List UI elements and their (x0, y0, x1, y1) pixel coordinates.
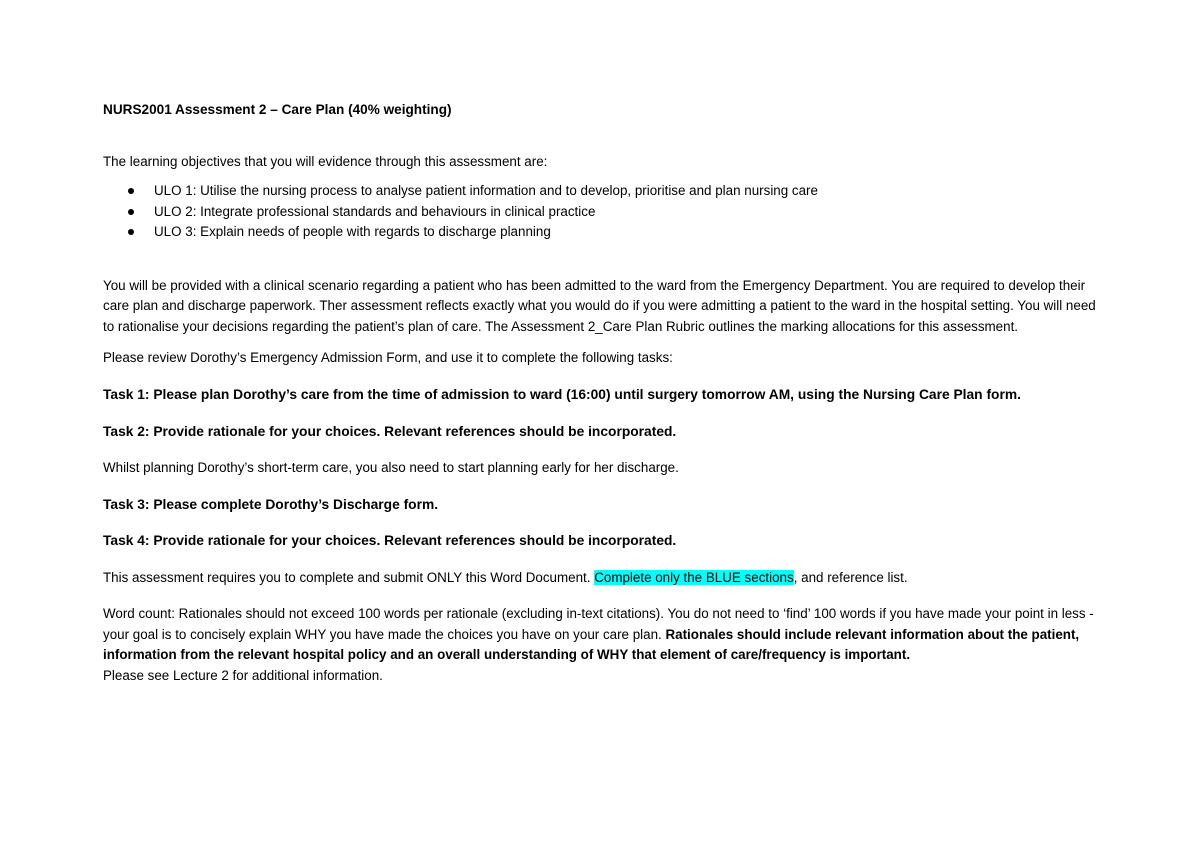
discharge-intro: Whilst planning Dorothy’s short-term care, you also need to start planning early for her discharge. (103, 460, 679, 476)
highlighted-instruction: Complete only the BLUE sections (594, 569, 794, 585)
task-2: Task 2: Provide rationale for your choices. Relevant references should be incorporated. (103, 423, 677, 439)
submission-instruction (103, 568, 1098, 589)
learning-objectives-intro: The learning objectives that you will evidence through this assessment are: (103, 153, 548, 169)
bullet-icon (128, 229, 134, 235)
task-1: Task 1: Please plan Dorothy’s care from the time of admission to ward (16:00) until surgery tomorrow AM, using the Nursing Care Plan form. (103, 387, 1021, 403)
bullet-icon (128, 209, 134, 215)
review-instruction: Please review Dorothy’s Emergency Admission Form, and use it to complete the following tasks: (103, 349, 673, 365)
lecture-reference: Please see Lecture 2 for additional information. (103, 667, 383, 683)
list-item (103, 202, 1098, 223)
ulo-text: ULO 2: Integrate professional standards and behaviours in clinical practice (154, 203, 596, 219)
submission-text-end: , and reference list. (793, 569, 908, 585)
word-count-paragraph (103, 604, 1098, 686)
submission-text: This assessment requires you to complete and submit ONLY this Word Document. (103, 569, 595, 585)
task-3: Task 3: Please complete Dorothy’s Discharge form. (103, 496, 439, 512)
word-count-text: Word count: Rationales should not exceed 100 words per rationale (excluding in-text citations). You do not need to ‘find’ 100 words if you have made your point in less - your goal is to concisely explain WHY you have made the choices you have on your care plan. (103, 606, 1094, 642)
list-item (103, 222, 1098, 243)
task-4: Task 4: Provide rationale for your choices. Relevant references should be incorporated. (103, 533, 677, 549)
ulo-text: ULO 3: Explain needs of people with regards to discharge planning (154, 224, 551, 239)
rationale-requirements: Rationales should include relevant information about the patient, information from the relevant hospital policy and an overall understanding of WHY that element of care/frequency is important. (103, 626, 1080, 663)
document-title: NURS2001 Assessment 2 – Care Plan (40% weighting) (103, 102, 452, 117)
document-page (103, 100, 1098, 686)
bullet-icon (128, 188, 134, 194)
scenario-paragraph: You will be provided with a clinical scenario regarding a patient who has been admitted to the ward from the Emergency Department. You are required to develop their care plan and discharge paperwork. Ther assessment reflects exactly what you would do if you were admitting a patient to the ward in the hospital setting. You will need to rationalise your decisions regarding the patient’s plan of care. The Assessment 2_Care Plan Rubric outlines the marking allocations for this assessment. (103, 277, 1096, 335)
ulo-list (103, 181, 1098, 243)
ulo-text: ULO 1: Utilise the nursing process to analyse patient information and to develop, prioritise and plan nursing care (154, 183, 818, 198)
list-item (103, 181, 1098, 202)
